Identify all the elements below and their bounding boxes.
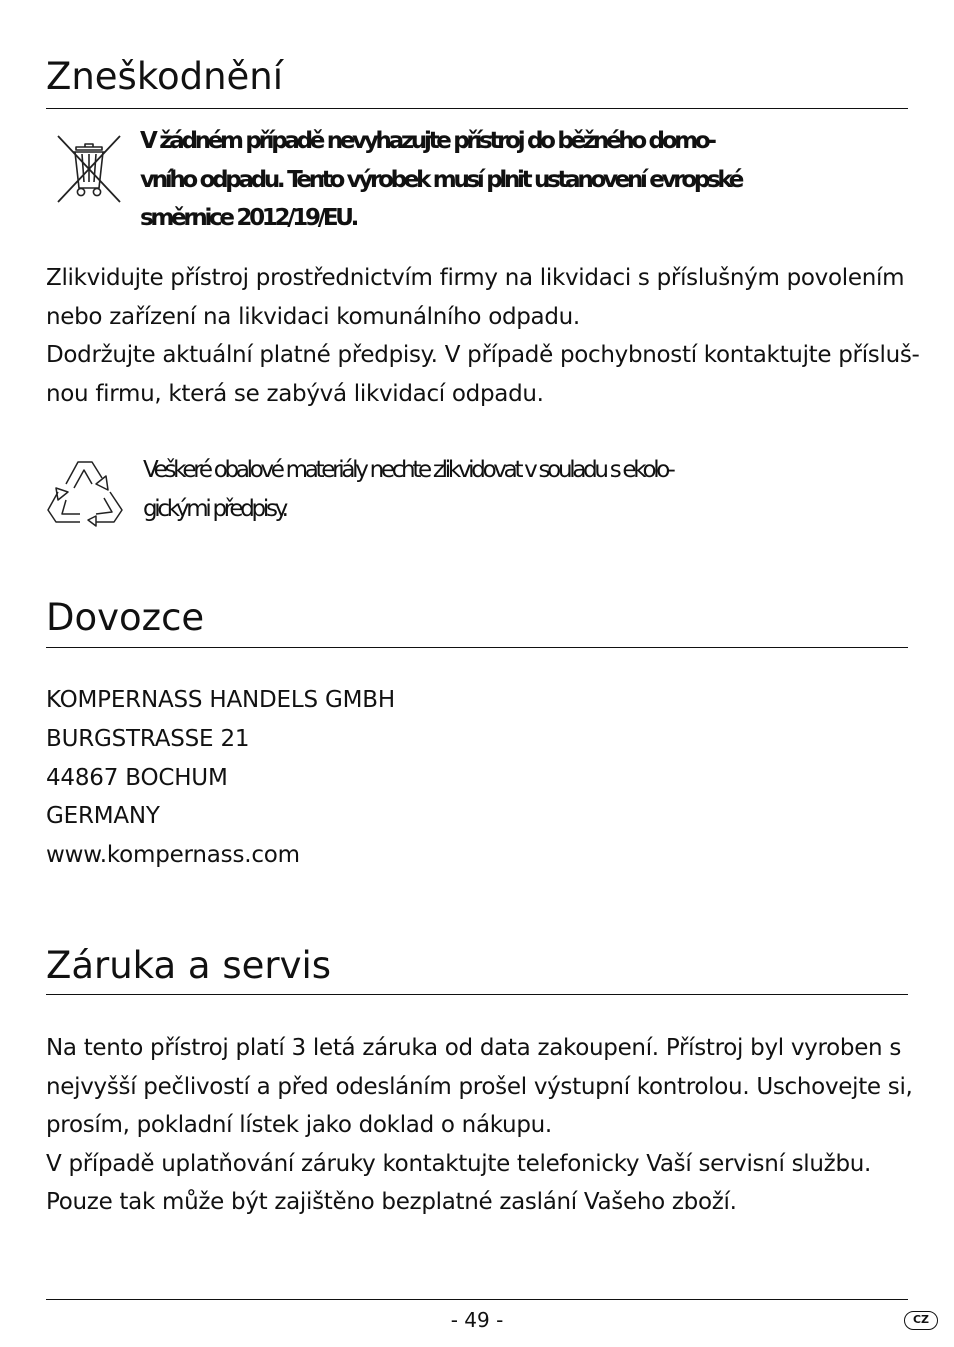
- disposal-body-text: [46, 259, 920, 413]
- body-line: prosím, pokladní lístek jako doklad o nákupu.: [46, 1112, 552, 1138]
- importer-address: [46, 681, 395, 875]
- body-line: gickými předpisy.: [143, 495, 286, 522]
- country: GERMANY: [46, 803, 160, 830]
- body-line: nejvyšší pečlivostí a před odesláním prošel výstupní kontrolou. Uschovejte si,: [46, 1073, 913, 1100]
- body-line: Zlikvidujte přístroj prostřednictvím firmy na likvidaci s příslušným povolením: [46, 265, 905, 291]
- warning-line: V žádném případě nevyhazujte přístroj do běžného domo-: [140, 128, 714, 154]
- crossed-out-wheelie-bin-icon: [52, 130, 126, 208]
- section-title-importer: Dovozce: [46, 596, 205, 639]
- section-divider: [46, 108, 908, 109]
- body-line: Na tento přístroj platí 3 letá záruka od data zakoupení. Přístroj byl vyroben s: [46, 1035, 902, 1061]
- body-line: nou firmu, která se zabývá likvidací odpadu.: [46, 380, 544, 407]
- body-line: nebo zařízení na likvidaci komunálního odpadu.: [46, 303, 580, 330]
- warning-line: vního odpadu. Tento výrobek musí plnit ustanovení evropské: [140, 166, 742, 193]
- section-title-warranty: Záruka a servis: [46, 944, 332, 987]
- section-title-disposal: Zneškodnění: [46, 55, 284, 98]
- page-number: - 49 -: [450, 1308, 504, 1332]
- company-name: KOMPERNASS HANDELS GMBH: [46, 687, 395, 713]
- warning-line: směrnice 2012/19/EU.: [140, 205, 357, 231]
- warranty-body-text: [46, 1029, 916, 1222]
- disposal-warning-text: [140, 122, 920, 238]
- website-link[interactable]: www.kompernass.com: [46, 842, 300, 869]
- body-line: Pouze tak může být zajištěno bezplatné zaslání Vašeho zboží.: [46, 1189, 737, 1215]
- postal-city: 44867 BOCHUM: [46, 764, 228, 791]
- section-divider: [46, 994, 908, 995]
- recycling-arrows-icon: [44, 454, 126, 528]
- body-line: Veškeré obalové materiály nechte zlikvidovat v souladu s ekolo-: [143, 457, 673, 483]
- packaging-disposal-text: [143, 451, 923, 528]
- street-address: BURGSTRASSE 21: [46, 725, 250, 752]
- body-line: V případě uplatňování záruky kontaktujte telefonicky Vaší servisní službu.: [46, 1150, 872, 1177]
- section-divider: [46, 647, 908, 648]
- footer-divider: [46, 1299, 908, 1300]
- language-badge: CZ: [904, 1311, 938, 1330]
- body-line: Dodržujte aktuální platné předpisy. V případě pochybností kontaktujte přísluš-: [46, 342, 920, 368]
